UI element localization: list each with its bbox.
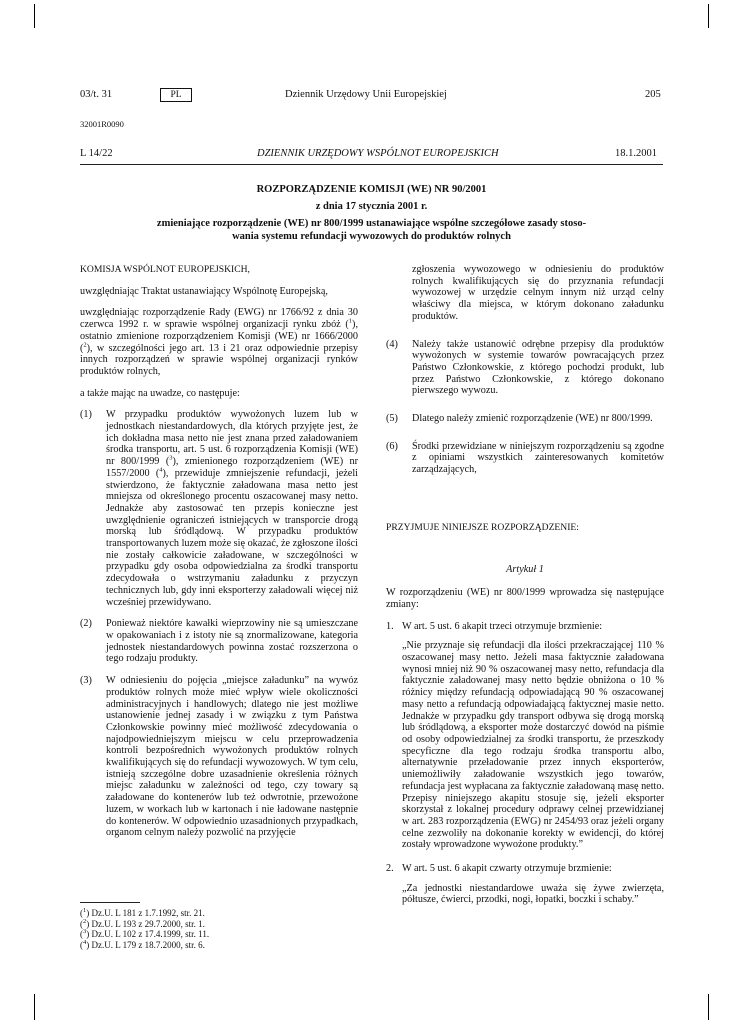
oj-date: 18.1.2001 bbox=[615, 148, 657, 159]
oj-journal-name: DZIENNIK URZĘDOWY WSPÓLNOT EUROPEJSKICH bbox=[257, 148, 499, 159]
recital-3-number: (3) bbox=[80, 675, 92, 687]
article-heading: Artykuł 1 bbox=[506, 563, 544, 575]
recital-council-regulation: uwzględniając rozporządzenie Rady (EWG) nr 1766/92 z dnia 30 czerwca 1992 r. w sprawie wspólnej organizacji rynku zbóż ($^1$), ostatnio zmienione rozporządzeniem Komisji (WE) nr 1666/2000 ($^2$), w szczególności jego art. 13 i 21 oraz odpowiednie przepisy innych rozporządzeń w sprawie wspólnej organizacji rynków produktów rolnych, bbox=[80, 307, 358, 377]
regulation-subject-line2: wania systemu refundacji wywozowych do produktów rolnych bbox=[232, 231, 511, 242]
amendment-2-number: 2. bbox=[386, 863, 394, 875]
right-column bbox=[386, 264, 664, 906]
whereas-clause: a także mając na uwadze, co następuje: bbox=[80, 387, 240, 399]
recital-5: (5) Dlatego należy zmienić rozporządzenie (WE) nr 800/1999. bbox=[386, 413, 653, 425]
lang-badge-text: PL bbox=[170, 90, 182, 100]
recital-4: (4) Należy także ustanowić odrębne przepisy dla produktów wywożonych w systemie towarów powracających przez Państwo Członkowskie, z którego pochodzi produkt, lub przez Państwo Członkowskie, z którego dokonano pierwszego wywozu. bbox=[386, 338, 664, 397]
celex-number: 32001R0090 bbox=[80, 119, 124, 129]
amendment-2-quote: „Za jednostki niestandardowe uważa się żywe zwierzęta, półtusze, ćwierci, przodki, nogi, łopatki, boczki i schaby.” bbox=[402, 882, 664, 906]
footnote-2: ($^2$) Dz.U. L 193 z 29.7.2000, str. 1. bbox=[80, 917, 205, 929]
regulation-date: z dnia 17 stycznia 2001 r. bbox=[315, 201, 428, 212]
footnote-rule bbox=[80, 902, 140, 903]
footnotes bbox=[80, 908, 209, 950]
amendment-1-number: 1. bbox=[386, 620, 394, 632]
footnote-4: ($^4$) Dz.U. L 179 z 18.7.2000, str. 6. bbox=[80, 938, 205, 950]
page-number: 205 bbox=[645, 89, 661, 100]
journal-name: Dziennik Urzędowy Unii Europejskiej bbox=[285, 89, 447, 100]
footnote-1: ($^1$) Dz.U. L 181 z 1.7.1992, str. 21. bbox=[80, 907, 205, 918]
crop-mark-top-left bbox=[34, 4, 35, 28]
recital-1: (1) W przypadku produktów wywożonych luzem lub w jednostkach niestandardowych, dla których przyjęte jest, że ich dokładna masa netto nie jest znana przed załadowaniem środka transportu, art. 5 ust. 6 rozporządzenia Komisji (WE) nr 800/1999 ($^3$), zmienionego rozporządzeniem (WE) nr 1557/2000 ($^4$), przewiduje zmniejszenie refundacji, jeżeli stwierdzono, że faktycznie załadowana masa netto jest mniejsza od określonego procentu oszacowanej masy netto. Jednakże aby zastosować ten przepis konieczne jest uwzględnienie ograniczeń istniejących w transporcie drogą morską lub śródlądową. W przypadku produktów transportowanych luzem może się okazać, że zgłoszone ilości nie zostały całkowicie załadowane, w szczególności w przypadku gdy osoba odpowiedzialna za środki transportu zdecydowała o wstrzymaniu załadunku z przyczyn technicznych lub, gdy inni eksporterzy załadowali więcej niż wcześniej przewidywano. bbox=[80, 409, 358, 608]
amendment-2: 2. W art. 5 ust. 6 akapit czwarty otrzymuje brzmienie: bbox=[386, 863, 612, 875]
header-rule bbox=[80, 164, 663, 165]
footnote-3: ($^3$) Dz.U. L 102 z 17.4.1999, str. 11. bbox=[80, 928, 210, 940]
adoption-clause: PRZYJMUJE NINIEJSZE ROZPORZĄDZENIE: bbox=[386, 521, 579, 533]
recital-1-number: (1) bbox=[80, 409, 92, 421]
commission-heading: KOMISJA WSPÓLNOT EUROPEJSKICH, bbox=[80, 264, 250, 275]
recital-4-number: (4) bbox=[386, 338, 398, 350]
recital-3: (3) W odniesieniu do pojęcia „miejsce załadunku” na wywóz produktów rolnych może mieć wpływ wiele okoliczności administracyjnych i handlowych; dlatego nie jest możliwe ustanowienie jednej zasady i w związku z tym Państwa Członkowskie powinny mieć możliwość zdecydowania o najodpowiedniejszym miejscu w celu przeprowadzenia kontroli bezpośrednich wywożonych produktów rolnych kwalifikujących się do refundacji wywozowych. W tym celu, istnieją szczególne dobre uzasadnienie określenia różnych miejsc załadunku w zależności od tego, czy towary są załadowane do kontenerów lub też odwrotnie, przewożone luzem, w workach lub w kartonach i nie ładowane następnie do kontenerów. W odpowiednio uzasadnionych przypadkach, organom celnym należy pozwolić na przyjęcie bbox=[80, 675, 358, 839]
crop-mark-bottom-left bbox=[34, 994, 35, 1020]
recital-3-continued: zgłoszenia wywozowego w odniesieniu do produktów rolnych kwalifikujących się do przyznania refundacji wywozowej w urzędzie celnym innym niż urząd celny właściwy dla miejsca, w którym dokonano załadunku produktów. bbox=[412, 264, 664, 322]
article-intro: W rozporządzeniu (WE) nr 800/1999 wprowadza się następujące zmiany: bbox=[386, 587, 664, 610]
recital-6: (6) Środki przewidziane w niniejszym rozporządzeniu są zgodne z opiniami wszystkich zainteresowanych komitetów zarządzających, bbox=[386, 440, 664, 476]
amendment-1-quote: „Nie przyznaje się refundacji dla ilości przekraczającej 110 % oszacowanej masy netto. Jeżeli masa faktycznie załadowana wynosi mniej niż 90 % oszacowanej masy netto, refundacja dla faktycznie załadowanej masy netto będzie obniżona o 10 % różnicy między refundacją odpowiadającą 90 % oszacowanej masy netto a refundacją odpowiadającą faktycznej masie netto. Jednakże w przypadku gdy transport odbywa się drogą morską lub śródlądową, a eksporter może dostarczyć dowód na piśmie od osoby odpowiedzialnej za środki transportu, że przeszkody specyficzne dla tego rodzaju środka transportu albo, alternatywnie przeładowanie przez innych eksporterów, uniemożliwiły załadowanie wszystkich jego towarów, refundacja jest wypłacana za faktycznie załadowaną masę netto. Przepisy niniejszego akapitu stosuje się, jeżeli eksporter skorzystał z lokalnej procedury odprawy celnej przewidzianej w art. 283 rozporządzenia (EWG) nr 2454/93 oraz jeżeli organy celne zezwoliły na dokonanie korekty w ewidencji, do której zostały wprowadzone wywożone produkty.” bbox=[402, 640, 664, 851]
crop-mark-top-right bbox=[708, 4, 709, 28]
lang-badge bbox=[160, 88, 192, 102]
volume-label: 03/t. 31 bbox=[80, 89, 113, 100]
regulation-title: ROZPORZĄDZENIE KOMISJI (WE) NR 90/2001 bbox=[256, 184, 487, 195]
left-column bbox=[80, 264, 358, 839]
amendment-1: 1. W art. 5 ust. 6 akapit trzeci otrzymuje brzmienie: bbox=[386, 620, 603, 632]
oj-reference: L 14/22 bbox=[80, 148, 113, 159]
recital-2: (2) Ponieważ niektóre kawałki wieprzowiny nie są umieszczane w opakowaniach i z istoty nie są znormalizowane, kategoria jednostek niestandardowych powinna zostać rozszerzona o tego rodzaju produkty. bbox=[80, 618, 358, 665]
regulation-subject-line1: zmieniające rozporządzenie (WE) nr 800/1999 ustanawiające wspólne szczegółowe zasady stoso- bbox=[156, 218, 587, 229]
recital-2-number: (2) bbox=[80, 618, 92, 630]
recital-5-number: (5) bbox=[386, 413, 398, 425]
recital-treaty: uwzględniając Traktat ustanawiający Wspólnotę Europejską, bbox=[80, 285, 328, 297]
recital-6-number: (6) bbox=[386, 440, 398, 452]
crop-mark-bottom-right bbox=[708, 994, 709, 1020]
